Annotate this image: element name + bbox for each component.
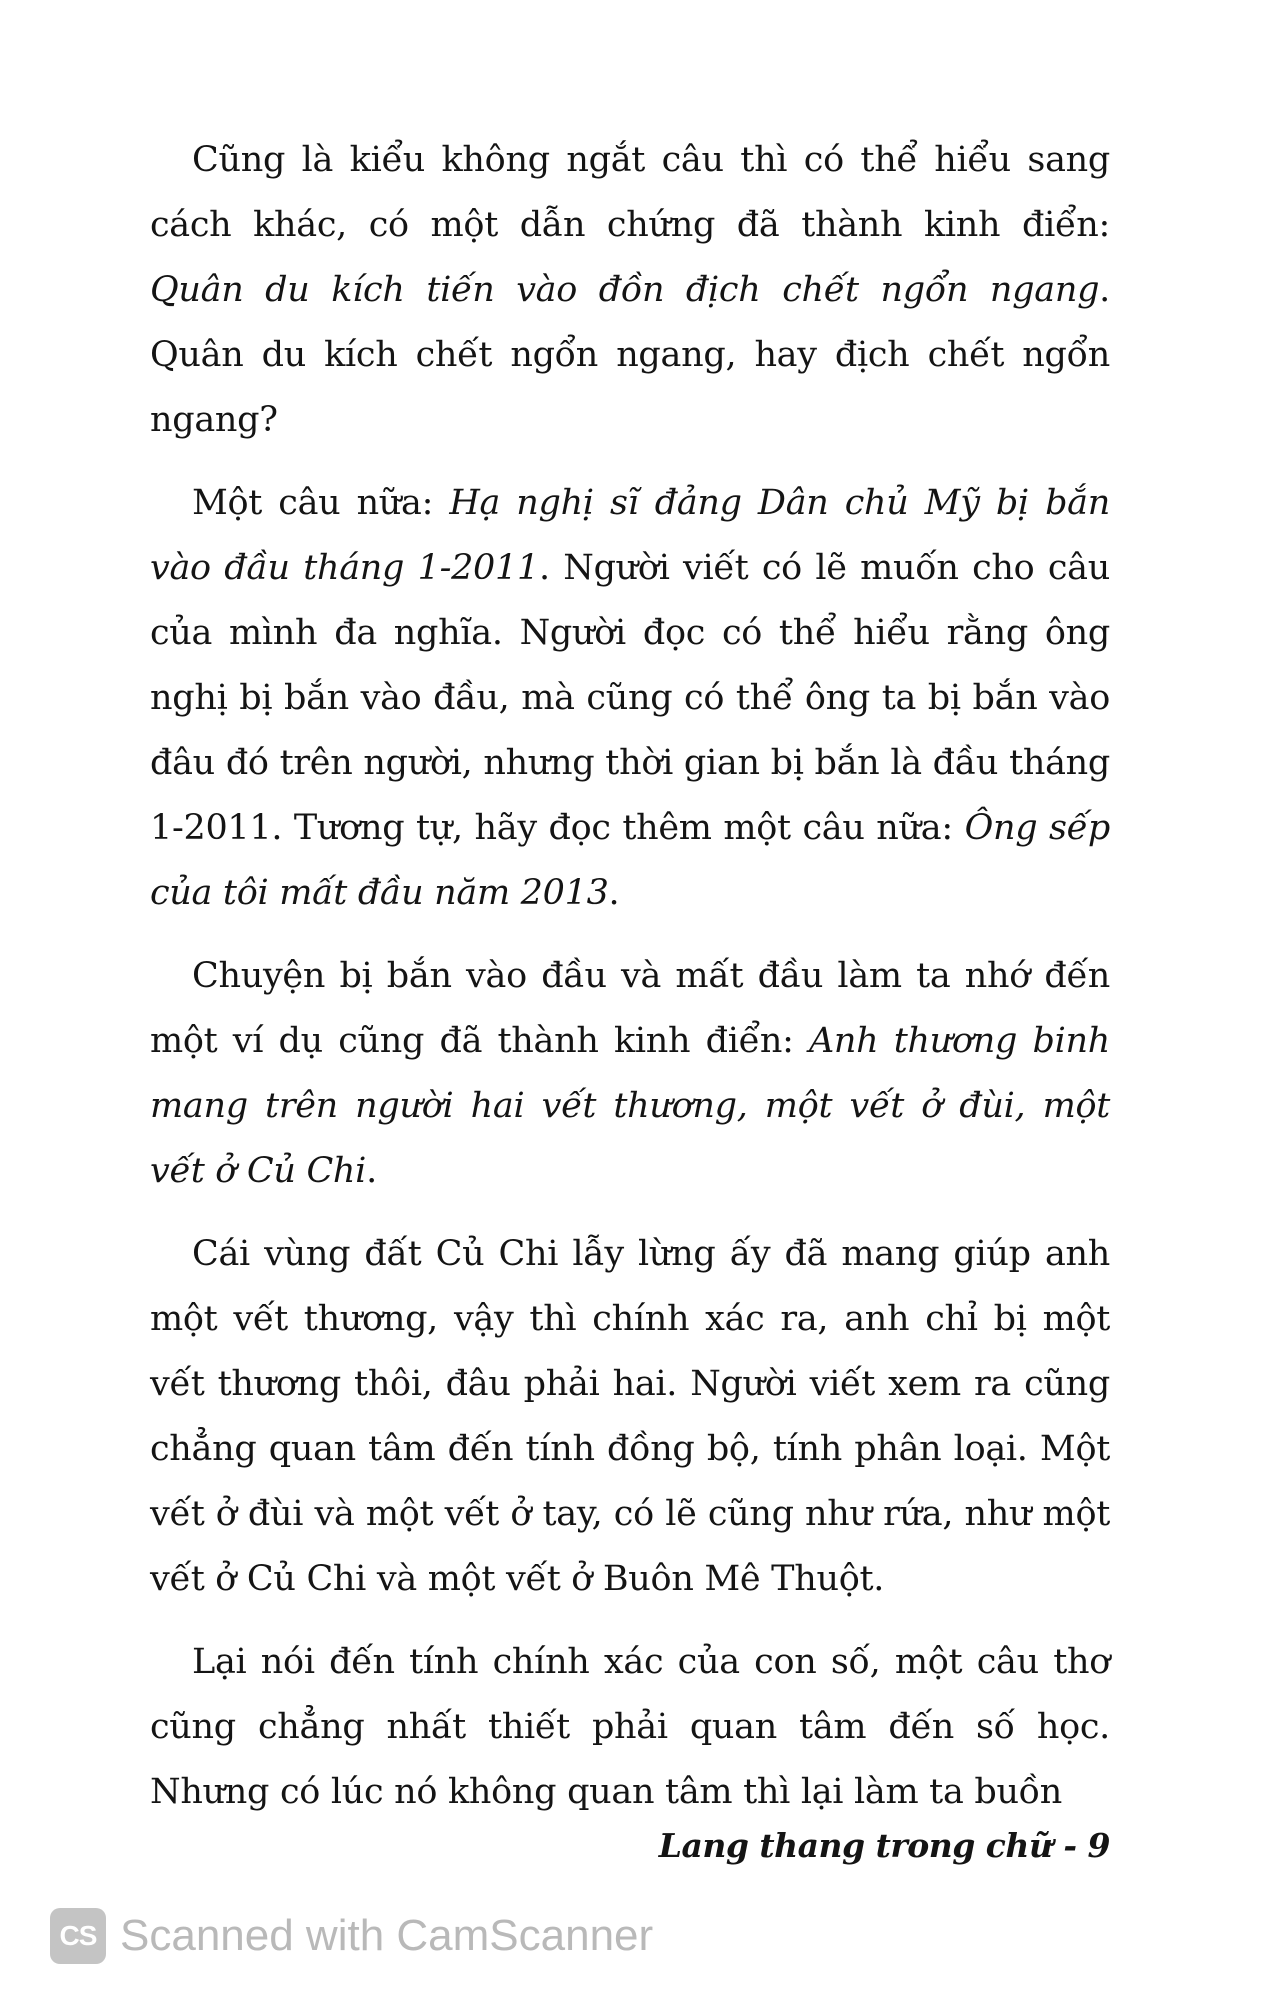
watermark-text: Scanned with CamScanner xyxy=(120,1911,654,1960)
paragraph-4: Cái vùng đất Củ Chi lẫy lừng ấy đã mang giúp anh một vết thương, vậy thì chính xác ra, anh chỉ bị một vết thương thôi, đâu phải hai. Người viết xem ra cũng chẳng quan tâm đến tính đồng bộ, tính phân loại. Một vết ở đùi và một vết ở tay, có lẽ cũng như rứa, như một vết ở Củ Chi và một vết ở Buôn Mê Thuột. xyxy=(150,1234,1110,1599)
paragraph-1: Cũng là kiểu không ngắt câu thì có thể hiểu sang cách khác, có một dẫn chứng đã thành kinh điển: Quân du kích tiến vào đồn địch chết ngổn ngang. Quân du kích chết ngổn ngang, hay địch chết ngổn ngang? xyxy=(150,140,1110,440)
paragraph-3: Chuyện bị bắn vào đầu và mất đầu làm ta nhớ đến một ví dụ cũng đã thành kinh điển: Anh thương binh mang trên người hai vết thương, một vết ở đùi, một vết ở Củ Chi. xyxy=(150,956,1110,1191)
body-text xyxy=(150,128,1110,1843)
page-footer: Lang thang trong chữ - 9 xyxy=(658,1826,1110,1865)
camscanner-watermark xyxy=(50,1908,653,1964)
paragraph-2: Một câu nữa: Hạ nghị sĩ đảng Dân chủ Mỹ bị bắn vào đầu tháng 1-2011. Người viết có lẽ muốn cho câu của mình đa nghĩa. Người đọc có thể hiểu rằng ông nghị bị bắn vào đầu, mà cũng có thể ông ta bị bắn vào đâu đó trên người, nhưng thời gian bị bắn là đầu tháng 1-2011. Tương tự, hãy đọc thêm một câu nữa: Ông sếp của tôi mất đầu năm 2013. xyxy=(150,483,1110,913)
paragraph-5: Lại nói đến tính chính xác của con số, một câu thơ cũng chẳng nhất thiết phải quan tâm đến số học. Nhưng có lúc nó không quan tâm thì lại làm ta buồn xyxy=(150,1642,1110,1812)
camscanner-logo-icon: CS xyxy=(50,1908,106,1964)
